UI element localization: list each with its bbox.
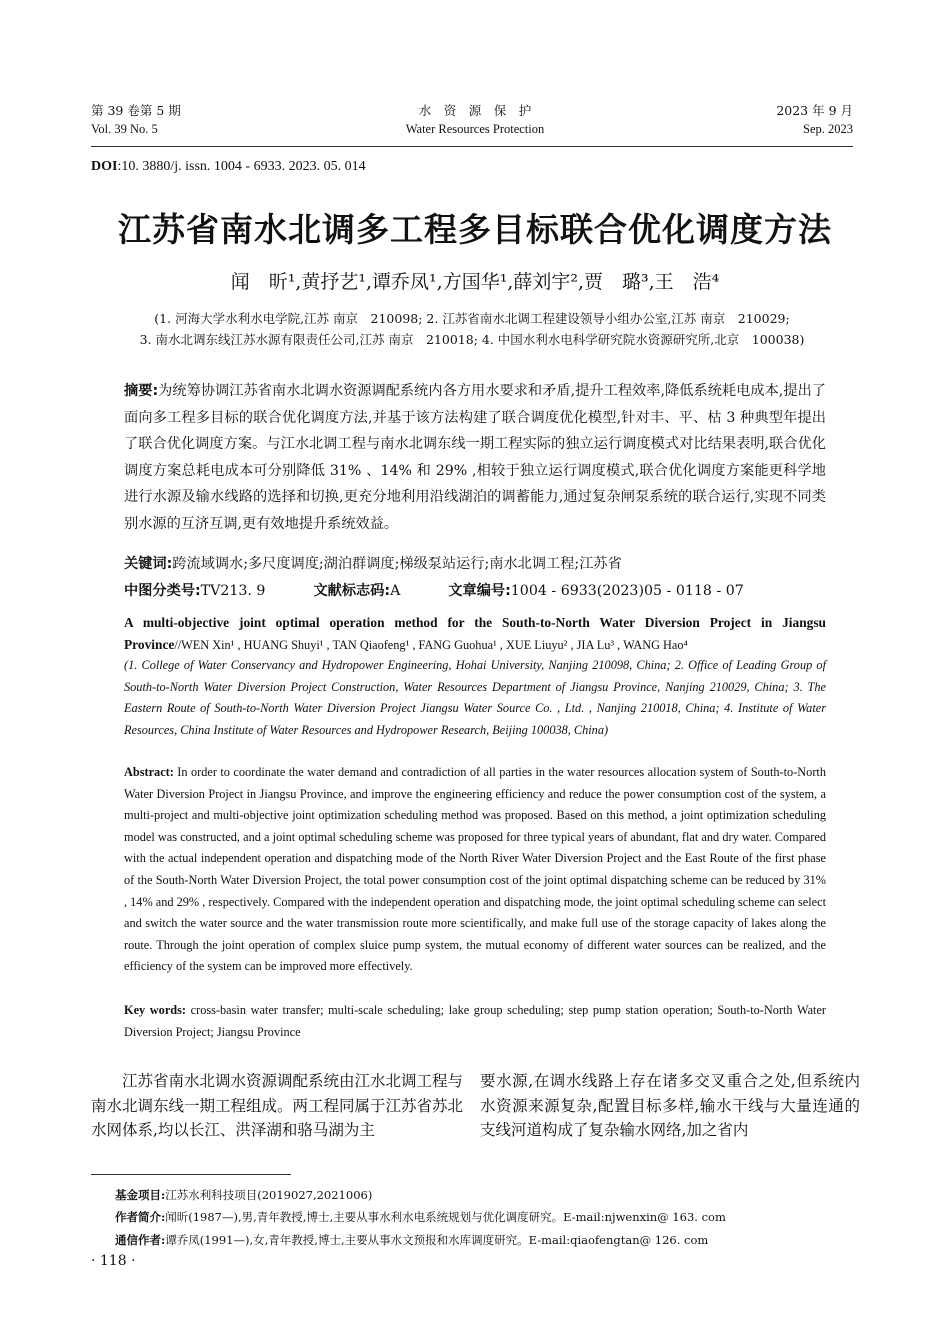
journal-cn: 水 资 源 保 护 — [418, 103, 532, 118]
keywords-cn — [124, 551, 826, 578]
en-abstract — [124, 762, 826, 978]
affiliations — [91, 308, 853, 350]
authors: 闻 昕¹,黄抒艺¹,谭乔凤¹,方国华¹,薛刘宇²,贾 璐³,王 浩⁴ — [230, 271, 720, 293]
author-label: 作者简介: — [115, 1210, 166, 1224]
fund-text: 江苏水利科技项目(2019027,2021006) — [165, 1188, 373, 1202]
en-title: A multi-objective joint optimal operation method for the South-to-North Water Diversion Project in Jiangsu Province — [124, 615, 826, 652]
clc-label: 中图分类号: — [124, 583, 201, 599]
doc-label: 文献标志码: — [313, 583, 391, 599]
footnote-corresponding — [115, 1231, 853, 1249]
footnote-fund — [115, 1186, 853, 1204]
en-affiliations: (1. College of Water Conservancy and Hydropower Engineering, Hohai University, Nanjing 210098, China; 2. Office of Leading Group of South-to-North Water Diversion Project Construction, Water Resources Department of Jiangsu Province, Nanjing 210029, China; 3. The Eastern Route of South-to-North Water Diversion Project Jiangsu Water Source Co. , Ltd. , Nanjing 210018, China; 4. Institute of Water Resources, China Institute of Water Resources and Hydropower Research, Beijing 100038, China) — [124, 658, 826, 737]
body-column-right: 要水源,在调水线路上存在诸多交叉重合之处,但系统内水资源来源复杂,配置目标多样,输水干线与大量连通的支线河道构成了复杂输水网络,加之省内 — [480, 1072, 860, 1140]
date-en: Sep. 2023 — [803, 122, 853, 136]
affiliation-line: 3. 南水北调东线江苏水源有限责任公司,江苏 南京 210018; 4. 中国水利水电科学研究院水资源研究所,北京 100038) — [139, 332, 805, 347]
affiliation-line: (1. 河海大学水利水电学院,江苏 南京 210098; 2. 江苏省南水北调工程建设领导小组办公室,江苏 南京 210029; — [154, 311, 790, 326]
keywords-cn-label: 关键词: — [124, 556, 173, 572]
doi-value: :10. 3880/j. issn. 1004 - 6933. 2023. 05. 014 — [117, 159, 366, 174]
clc-value: TV213. 9 — [200, 583, 266, 599]
author-text: 闻昕(1987—),男,青年教授,博士,主要从事水利水电系统规划与优化调度研究。E-mail:njwenxin@ 163. com — [165, 1210, 726, 1224]
issue-en: Vol. 39 No. 5 — [91, 122, 158, 136]
corr-label: 通信作者: — [115, 1233, 166, 1247]
page-number: · 118 · — [91, 1253, 136, 1269]
classification — [124, 578, 826, 605]
doi — [91, 159, 366, 175]
header-rule — [91, 146, 853, 147]
en-abstract-label: Abstract: — [124, 765, 174, 779]
footnote-author — [115, 1208, 853, 1226]
date-cn: 2023 年 9 月 — [776, 103, 853, 118]
issue-cn: 第 39 卷第 5 期 — [91, 103, 181, 118]
journal-en: Water Resources Protection — [405, 122, 545, 136]
body-column-left — [91, 1069, 463, 1143]
en-authors: //WEN Xin¹ , HUANG Shuyi¹ , TAN Qiaofeng¹ , FANG Guohua¹ , XUE Liuyu² , JIA Lu³ , WANG Hao⁴ — [174, 638, 688, 652]
doc-value: A — [390, 583, 401, 599]
body-left-text: 江苏省南水北调水资源调配系统由江水北调工程与南水北调东线一期工程组成。两工程同属于江苏省苏北水网体系,均以长江、洪泽湖和骆马湖为主 — [91, 1072, 464, 1140]
abstract-cn — [124, 378, 826, 537]
abstract-cn-text: 为统筹协调江苏省南水北调水资源调配系统内各方用水要求和矛盾,提升工程效率,降低系统耗电成本,提出了面向多工程多目标的联合优化调度方法,并基于该方法构建了联合调度优化模型,针对丰、平、枯 3 种典型年提出了联合优化调度方案。与江水北调工程与南水北调东线一期工程实际的独立运行调度模式对比结果表明,联合优化调度方案总耗电成本可分别降低 31% 、14% 和 29% ,相较于独立运行调度模式,联合优化调度方案能更科学地进行水源及输水线路的选择和切换,更充分地利用沿线湖泊的调蓄能力,通过复杂闸泵系统的联合运行,实现不同类别水源的互济互调,更有效地提升系统效益。 — [124, 383, 826, 532]
fund-label: 基金项目: — [115, 1188, 166, 1202]
keywords-cn-text: 跨流域调水;多尺度调度;湖泊群调度;梯级泵站运行;南水北调工程;江苏省 — [172, 556, 622, 572]
art-value: 1004 - 6933(2023)05 - 0118 - 07 — [510, 583, 744, 599]
en-abstract-text: In order to coordinate the water demand and contradiction of all parties in the water resources allocation system of South-to-North Water Diversion Project in Jiangsu Province, and improve the engineering efficiency and reduce the power consumption cost of the system, a multi-project and multi-objective joint optimization scheduling method was proposed. Based on this method, a joint optimization scheduling model was constructed, and a joint optimal scheduling scheme was proposed for three typical years of abundant, flat and dry water. Compared with the actual independent operation and dispatching mode of the North River Water Diversion Project and the East Route of the first phase of the South-North Water Diversion Project, the total power consumption cost of the joint optimal dispatching scheme can be reduced by 31% , 14% and 29% , respectively. Compared with the independent operation and dispatching mode, the joint optimal scheduling scheme can select and switch the water source and the water transmission route more scientifically, and make full use of the storage capacity of lakes along the route. Through the joint operation of complex sluice pump system, the mutual economy of different water sources can be realized, and the efficiency of the system can be improved more effectively. — [124, 765, 826, 974]
en-keywords-label: Key words: — [124, 1003, 187, 1017]
doi-label: DOI — [91, 159, 118, 174]
footnote-rule — [91, 1174, 291, 1175]
art-label: 文章编号: — [448, 583, 511, 599]
en-keywords — [124, 1000, 826, 1043]
header-date — [776, 101, 853, 139]
abstract-cn-label: 摘要: — [124, 383, 159, 399]
en-keywords-text: cross-basin water transfer; multi-scale scheduling; lake group scheduling; step pump station operation; South-to-North Water Diversion Project; Jiangsu Province — [124, 1003, 827, 1039]
paper-title: 江苏省南水北调多工程多目标联合优化调度方法 — [118, 210, 832, 249]
corr-text: 谭乔凤(1991—),女,青年教授,博士,主要从事水文预报和水库调度研究。E-mail:qiaofengtan@ 126. com — [165, 1233, 709, 1247]
en-title-block — [124, 612, 826, 656]
